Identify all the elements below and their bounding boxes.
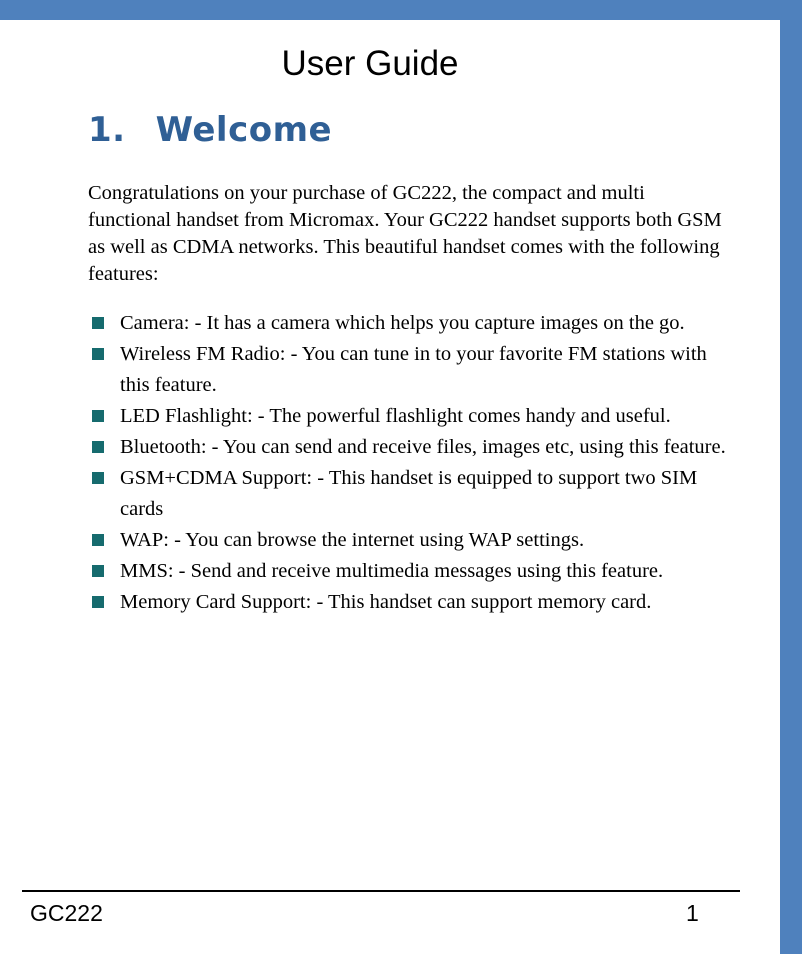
footer-model: GC222 — [30, 900, 103, 926]
page-header-title: User Guide — [281, 44, 459, 83]
section-number: 1. — [88, 110, 126, 150]
intro-paragraph: Congratulations on your purchase of GC222, the compact and multi functional handset from Micromax. Your GC222 handset supports both GSM as well as CDMA networks. This beautiful handset comes with the following features: — [88, 182, 722, 285]
footer-divider — [22, 890, 740, 892]
square-bullet-icon — [92, 410, 104, 422]
list-item — [90, 463, 730, 525]
square-bullet-icon — [92, 534, 104, 546]
square-bullet-icon — [92, 441, 104, 453]
top-accent-bar — [0, 0, 802, 20]
list-item — [90, 432, 730, 463]
square-bullet-icon — [92, 565, 104, 577]
list-item — [90, 587, 730, 618]
feature-text: LED Flashlight: - The powerful flashlight comes handy and useful. — [120, 405, 671, 427]
square-bullet-icon — [92, 596, 104, 608]
section-title: Welcome — [155, 110, 333, 150]
feature-text: GSM+CDMA Support: - This handset is equipped to support two SIM cards — [120, 467, 698, 520]
list-item — [90, 339, 730, 401]
page-number: 1 — [686, 900, 699, 926]
list-item — [90, 308, 730, 339]
right-accent-bar — [780, 0, 802, 954]
feature-text: MMS: - Send and receive multimedia messages using this feature. — [120, 560, 664, 582]
feature-text: WAP: - You can browse the internet using WAP settings. — [120, 529, 585, 551]
feature-text: Bluetooth: - You can send and receive files, images etc, using this feature. — [120, 436, 726, 458]
feature-text: Camera: - It has a camera which helps you capture images on the go. — [120, 312, 685, 334]
list-item — [90, 556, 730, 587]
square-bullet-icon — [92, 317, 104, 329]
list-item — [90, 401, 730, 432]
feature-list — [90, 308, 730, 618]
square-bullet-icon — [92, 348, 104, 360]
feature-text: Memory Card Support: - This handset can support memory card. — [120, 591, 652, 613]
feature-text: Wireless FM Radio: - You can tune in to your favorite FM stations with this feature. — [120, 343, 707, 396]
list-item — [90, 525, 730, 556]
square-bullet-icon — [92, 472, 104, 484]
section-heading — [88, 110, 332, 150]
